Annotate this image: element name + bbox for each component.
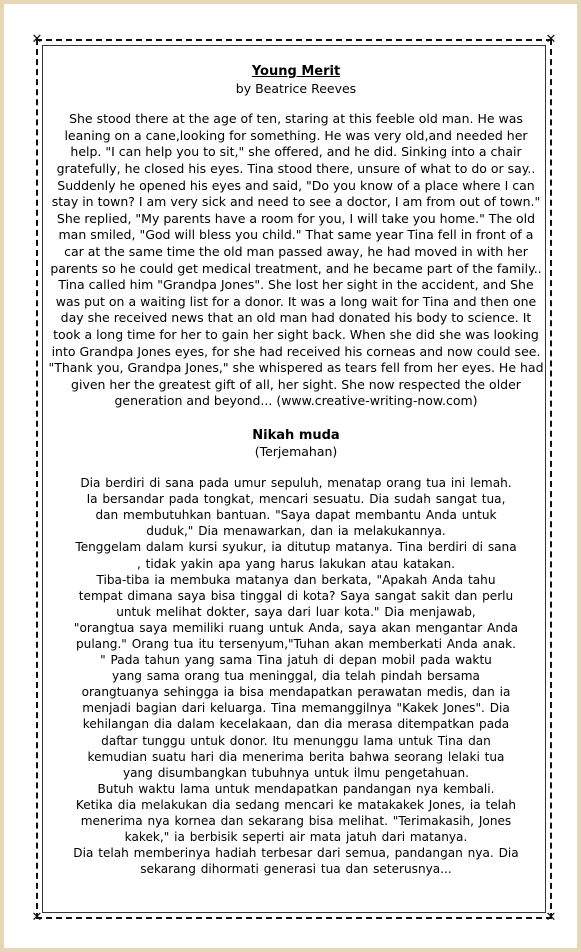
translation-line: Tiba-tiba ia membuka matanya dan berkata, "Apakah Anda tahu <box>96 572 496 587</box>
translation-line: Dia telah memberinya hadiah terbesar dari semua, pandangan nya. Dia <box>73 846 519 861</box>
translation-line: sekarang dihormati generasi tua dan seterusnya... <box>140 862 452 877</box>
translation-line: Dia berdiri di sana pada umur sepuluh, menatap orang tua ini lemah. <box>80 476 512 491</box>
translation-line: tempat dimana saya bisa tinggal di kota? Saya sangat sakit dan perlu <box>78 588 514 603</box>
corner-ornament-icon: ✕ <box>31 910 43 925</box>
translation-subtitle: (Terjemahan) <box>254 444 338 460</box>
story-content <box>48 64 544 877</box>
translation-line: menjadi bagian dari keluarga. Tina memanggilnya "Kakek Jones". Dia <box>82 701 510 716</box>
translation-line: Ketika dia melakukan dia sedang mencari ke matakakek Jones, ia telah <box>75 797 517 812</box>
translation-line: Ia bersandar pada tongkat, mencari sesuatu. Dia sudah sangat tua, <box>86 492 506 507</box>
translation-title: Nikah muda <box>252 427 340 443</box>
translation-line: "orangtua saya memiliki ruang untuk Anda, saya akan mengantar Anda <box>73 620 519 635</box>
translation-line: Tenggelam dalam kursi syukur, ia ditutup matanya. Tina berdiri di sana <box>75 540 517 555</box>
translation-line: pulang." Orang tua itu tersenyum,"Tuhan akan memberkati Anda anak. <box>75 637 516 651</box>
corner-ornament-icon: ✕ <box>545 910 557 925</box>
translation-line: kemudian suatu hari dia menerima berita bahwa seorang lelaki tua <box>87 749 505 764</box>
story-byline: by Beatrice Reeves <box>235 80 357 96</box>
translation-line: orangtuanya sehingga ia bisa mendapatkan perawatan medis, dan ia <box>81 685 511 700</box>
translation-line: kehilangan dia dalam kecelakaan, dan dia merasa ditempatkan pada <box>82 717 510 732</box>
translation-line: daftar tunggu untuk donor. Itu menunggu lama untuk Tina dan <box>101 733 491 748</box>
story-body: She stood there at the age of ten, staring at this feeble old man. He was leaning on a cane,looking for something. He was very old,and needed her help. "I can help you to sit," she offered, and he did. Sinking into a chair gratefully, he closed his eyes. Tina stood there, unsure of what to do or say.. Suddenly he opened his eyes and said, "Do you know of a place where I can stay in town? I am very sick and need to see a doctor, I am from out of town." She replied, "My parents have a room for you, I will take you home." The old man smiled, "God will bless you child." That same year Tina fell in front of a car at the same time the old man passed away, he had moved in with her parents so he could get medical treatment, and he became part of the family.. Tina called him "Grandpa Jones". She lost her sight in the accident, and She was put on a waiting list for a donor. It was a long wait for Tina and then one day she received news that an old man had donated his body to science. It took a long time for her to gain her sight back. When she did she was looking into Grandpa Jones eyes, for she had received his corneas and now could see. "Thank you, Grandpa Jones," she whispered as tears fell from her eyes. He had given her the greatest gift of all, her sight. She now respected the older generation and beyond... (www.creative-writing-now.com) <box>48 111 544 409</box>
corner-ornament-icon: ✕ <box>31 32 43 47</box>
translation-body <box>48 475 544 877</box>
translation-line: " Pada tahun yang sama Tina jatuh di depan mobil pada waktu <box>100 653 492 668</box>
translation-line: untuk melihat dokter, saya dari luar kota." Dia menjawab, <box>116 604 476 619</box>
translation-line: kakek," ia berbisik seperti air mata jatuh dari matanya. <box>124 830 468 845</box>
corner-ornament-icon: ✕ <box>545 32 557 47</box>
translation-line: yang sama orang tua meninggal, dia telah pindah bersama <box>112 669 480 684</box>
translation-line: , tidak yakin apa yang harus lakukan atau katakan. <box>136 556 456 571</box>
translation-line: dan membutuhkan bantuan. "Saya dapat membantu Anda untuk <box>95 508 497 523</box>
translation-line: menerima nya kornea dan sekarang bisa melihat. "Terimakasih, Jones <box>80 814 512 829</box>
translation-line: duduk," Dia menawarkan, dan ia melakukannya. <box>146 524 446 539</box>
translation-line: Butuh waktu lama untuk mendapatkan pandangan nya kembali. <box>97 781 495 796</box>
translation-line: yang disumbangkan tubuhnya untuk ilmu pengetahuan. <box>122 765 470 780</box>
story-title: Young Merit <box>251 64 341 79</box>
